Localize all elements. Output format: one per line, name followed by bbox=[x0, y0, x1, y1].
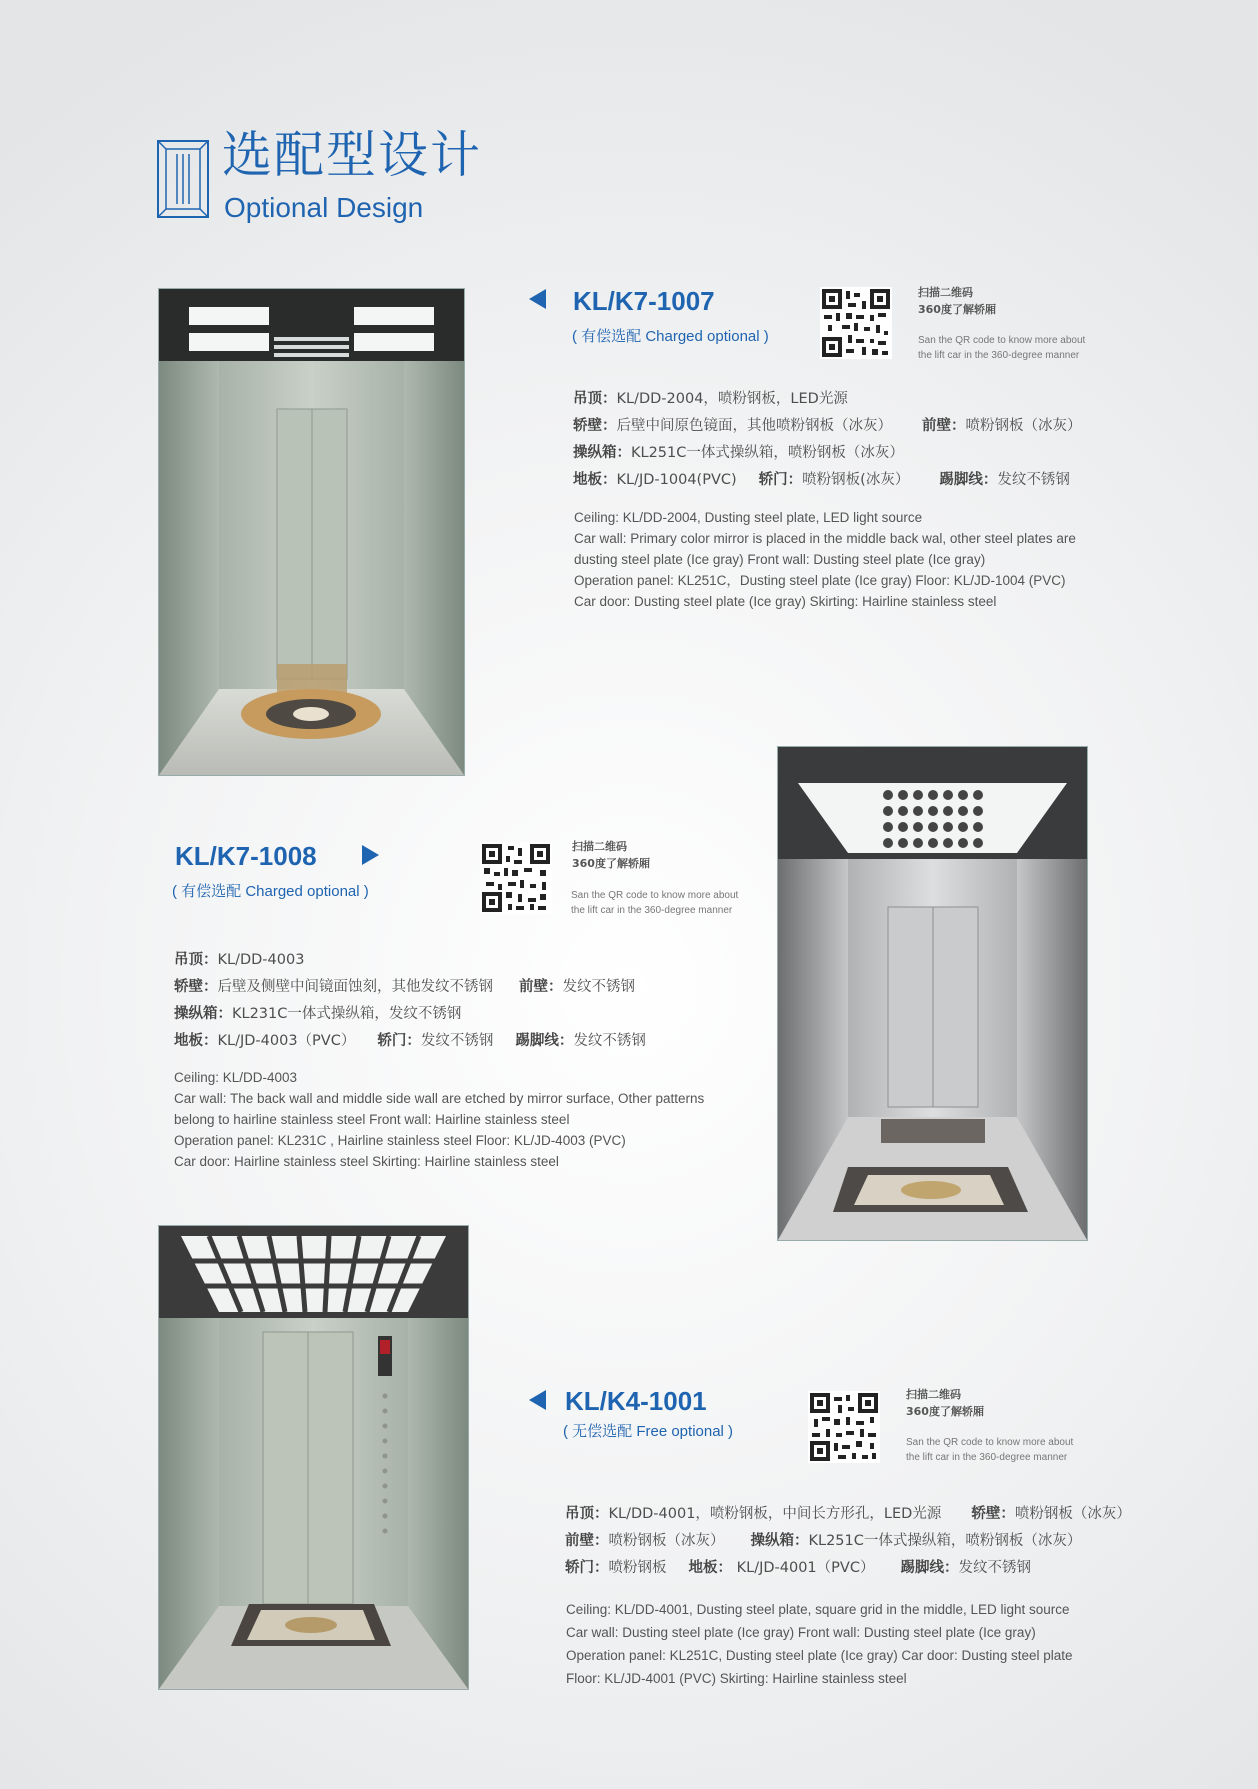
product-model: KL/K7-1008 bbox=[175, 841, 317, 871]
spec-cn-1: 吊顶：KL/DD-2004，喷粉钢板，LED光源 轿壁：后壁中间原色镜面，其他喷粉钢板（冰灰） 前壁：喷粉钢板（冰灰） 操纵箱：KL251C一体式操纵箱，喷粉钢板（冰灰） 地板：KL/JD-1004(PVC) 轿门：喷粉钢板(冰灰） 踢脚线：发纹不锈钢 bbox=[573, 391, 1082, 488]
spec-cn-2: 吊顶：KL/DD-4003 轿壁：后壁及侧壁中间镜面蚀刻，其他发纹不锈钢 前壁：发纹不锈钢 操纵箱：KL231C一体式操纵箱，发纹不锈钢 地板：KL/JD-4003（PVC） 轿门：发纹不锈钢 踢脚线：发纹不锈钢 bbox=[174, 952, 646, 1049]
arrow-left-icon bbox=[529, 289, 546, 309]
product-option: ( 有偿选配 Charged optional ) bbox=[172, 883, 369, 900]
page-title-en: Optional Design bbox=[224, 192, 424, 223]
qr-caption-en: San the QR code to know more about the lift car in the 360-degree manner bbox=[571, 890, 739, 916]
qr-caption-cn: 扫描二维码 360度了解轿厢 bbox=[572, 840, 650, 870]
qr-code-icon[interactable] bbox=[480, 842, 552, 914]
product-option: ( 有偿选配 Charged optional ) bbox=[572, 328, 769, 345]
product-model: KL/K7-1007 bbox=[573, 286, 715, 316]
spec-en-3: Ceiling: KL/DD-4001, Dusting steel plate, square grid in the middle, LED light source Car wall: Dusting steel plate (Ice gray) Front wall: Dusting steel plate (Ice gray) Operation panel: KL251C, Dusting steel plate (Ice gray) Car door: Dusting steel plate Floor: KL/JD-4001 (PVC) Skirting: Hairline stainless steel bbox=[566, 1602, 1073, 1686]
qr-caption-cn: 扫描二维码 360度了解轿厢 bbox=[906, 1388, 984, 1418]
elevator-photo-1 bbox=[158, 288, 465, 776]
header-logo-icon bbox=[157, 140, 209, 218]
spec-cn-3: 吊顶：KL/DD-4001，喷粉钢板，中间长方形孔，LED光源 轿壁：喷粉钢板（冰灰） 前壁：喷粉钢板（冰灰） 操纵箱：KL251C一体式操纵箱，喷粉钢板（冰灰） 轿门：喷粉钢板 地板： KL/JD-4001（PVC） 踢脚线：发纹不锈钢 bbox=[565, 1506, 1131, 1576]
qr-caption-en: San the QR code to know more about the lift car in the 360-degree manner bbox=[918, 335, 1086, 361]
qr-caption-cn: 扫描二维码 360度了解轿厢 bbox=[918, 286, 996, 316]
qr-code-icon[interactable] bbox=[820, 287, 892, 359]
product-option: ( 无偿选配 Free optional ) bbox=[563, 1423, 734, 1440]
elevator-photo-3 bbox=[158, 1225, 469, 1690]
qr-caption-en: San the QR code to know more about the lift car in the 360-degree manner bbox=[906, 1437, 1074, 1463]
arrow-left-icon bbox=[529, 1390, 546, 1410]
product-model: KL/K4-1001 bbox=[565, 1386, 707, 1416]
page-title-cn: 选配型设计 bbox=[222, 126, 482, 184]
spec-en-2: Ceiling: KL/DD-4003 Car wall: The back wall and middle side wall are etched by mirror surface, Other patterns belong to hairline stainless steel Front wall: Hairline stainless steel Operation panel: KL231C , Hairline stainless steel Floor: KL/JD-4003 (PVC) Car door: Hairline stainless steel Skirting: Hairline stainless steel bbox=[174, 1070, 705, 1169]
arrow-right-icon bbox=[362, 845, 379, 865]
spec-en-1: Ceiling: KL/DD-2004, Dusting steel plate, LED light source Car wall: Primary color mirror is placed in the middle back wal, other steel plates are dusting steel plate (Ice gray) Front wall: Dusting steel plate (Ice gray) Operation panel: KL251C，Dusting steel plate (Ice gray) Floor: KL/JD-1004 (PVC) Car door: Dusting steel plate (Ice gray) Skirting: Hairline stainless steel bbox=[574, 510, 1076, 609]
elevator-photo-2 bbox=[777, 746, 1088, 1241]
qr-code-icon[interactable] bbox=[808, 1391, 880, 1463]
